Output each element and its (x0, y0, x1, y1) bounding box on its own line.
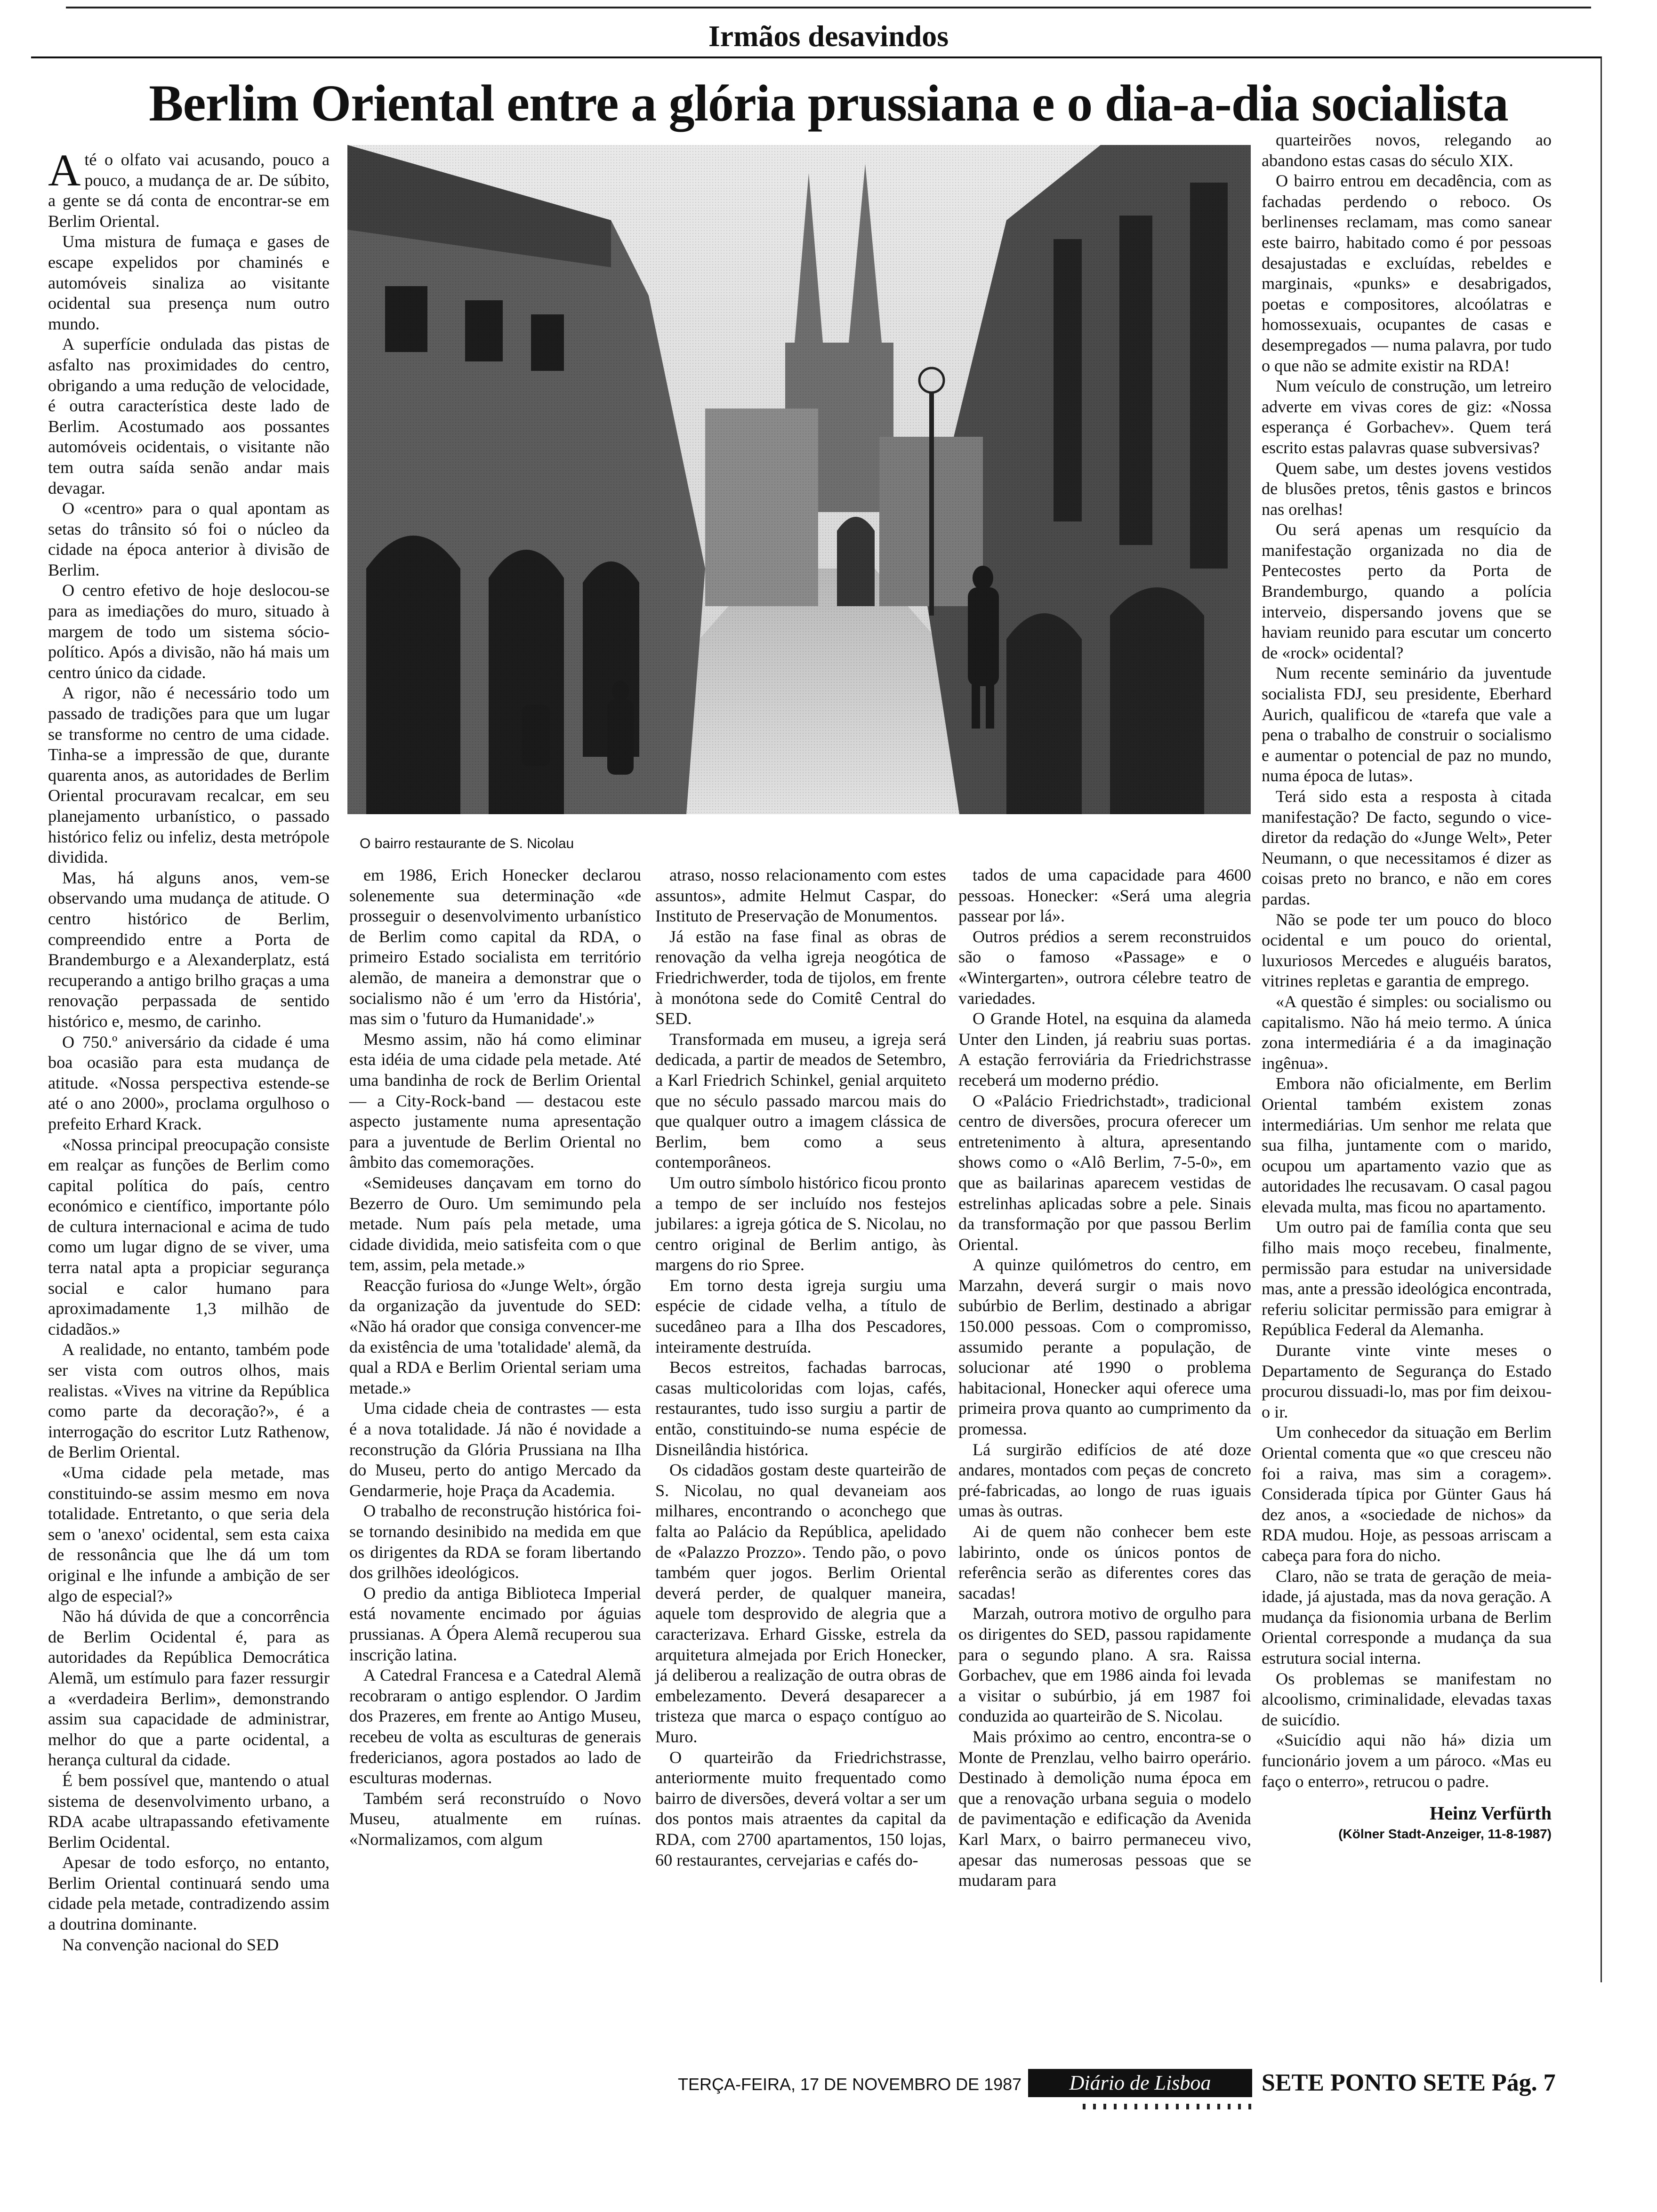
paragraph-text: O bairro entrou em decadência, com as fachadas perdendo o reboco. Os berlinenses reclamam, mas como sanear este bairro, habitado como é por pessoas desajustadas e excluídas, rebeldes e marginais, «punks» e desabrigados, poetas e compositores, alcoólatras e homossexuais, ocupantes de casas e desempregados — numa palavra, por tudo o que não se admite existir na RDA! (1262, 171, 1552, 375)
paragraph-text: Um outro pai de família conta que seu filho mais moço recebeu, finalmente, permissão para estudar na universidade mas, ante a pressão ideológica encontrada, referiu solicitar permissão para emigrar à República Federal da Alemanha. (1262, 1218, 1552, 1339)
paragraph-text: O «Palácio Friedrichstadt», tradicional centro de diversões, procura oferecer um entretenimento à altura, apresentando shows como o «Alô Berlim, 7-5-0», em que as bailarinas aparecem vestidas de estrelinhas aplicadas sobre a pele. Sinais da transformação por que passou Berlim Oriental. (958, 1091, 1251, 1254)
photo-s-nicolau (347, 145, 1251, 814)
paragraph-text: Não há dúvida de que a concorrência de Berlim Ocidental é, para as autoridades da República Democrática Alemã, um estímulo para fazer ressurgir a «verdadeira Berlim», demonstrando assim sua capacidade de administrar, melhor do que a parte ocidental, a herança cultural da cidade. (48, 1607, 330, 1770)
paragraph (48, 1032, 330, 1135)
footer-date: TERÇA-FEIRA, 17 DE NOVEMBRO DE 1987 (678, 2075, 1022, 2094)
paragraph (349, 1173, 641, 1275)
paragraph-text: Mesmo assim, não há como eliminar esta idéia de uma cidade pela metade. Até uma bandinha de rock de Berlim Oriental — a City-Rock-band — destacou este aspecto justamente numa apresentação para a juventude de Berlim Oriental no âmbito das comemorações. (349, 1029, 641, 1172)
paragraph (1262, 1217, 1552, 1340)
paragraph (349, 1398, 641, 1501)
paragraph-text: atraso, nosso relacionamento com estes assuntos», admite Helmut Caspar, do Instituto de Preservação de Monumentos. (655, 866, 946, 926)
street-photo-icon (347, 145, 1251, 814)
paragraph-text: Reacção furiosa do «Junge Welt», órgão da organização da juventude do SED: «Não há orador que consiga convencer-me da existência de uma 'totalidade' alemã, da qual a RDA e Berlim Oriental seriam uma metade.» (349, 1275, 641, 1397)
paragraph-text: A quinze quilómetros do centro, em Marzahn, deverá surgir o mais novo subúrbio de Berlim, destinado a abrigar 150.000 pessoas. Com o compromisso, assumido perante a população, de solucionar até 1990 o problema habitacional, Honecker aqui oferece uma primeira prova quanto ao cumprimento da promessa. (958, 1255, 1251, 1439)
paragraph (48, 580, 330, 683)
paragraph-text: Os cidadãos gostam deste quarteirão de S. Nicolau, no qual devaneiam aos milhares, encontrando o aconchego que falta ao Palácio da República, apelidado de «Palazzo Prozzo». Tendo pão, o povo também quer jogos. Berlim Oriental deverá perder, de qualquer maneira, aquele tom desprovido de alegria que a caracterizava. Erhard Gisske, estrela da arquitetura almejada por Erich Honecker, já deliberou a realização de outra obras de embelezamento. Deverá desaparecer a tristeza que marca o espaço contíguo ao Muro. (655, 1460, 946, 1746)
paragraph-text: Quem sabe, um destes jovens vestidos de blusões pretos, tênis gastos e brincos nas orelhas! (1262, 458, 1552, 519)
paragraph (1262, 910, 1552, 992)
paragraph (48, 683, 330, 867)
paragraph-text: «Uma cidade pela metade, mas constituindo-se assim mesmo em nova totalidade. Entretanto, o que seria dela sem o 'anexo' ocidental, sem esta caixa de ressonância que lhe dá um tom original e lhe infunde a ambição de ser algo de especial?» (48, 1463, 330, 1605)
paragraph-text: Uma cidade cheia de contrastes — esta é a nova totalidade. Já não é novidade a reconstrução da Glória Prussiana na Ilha do Museu, perto do antigo Mercado da Gendarmerie, hoje Praça da Academia. (349, 1399, 641, 1500)
paragraph-text: O predio da antiga Biblioteca Imperial está novamente encimado por águias prussianas. A Ópera Alemã recuperou sua inscrição latina. (349, 1583, 641, 1664)
paragraph-text: Apesar de todo esforço, no entanto, Berlim Oriental continuará sendo uma cidade pela metade, contradizendo assim a doutrina dominante. (48, 1853, 330, 1934)
source-credit: (Kölner Stadt-Anzeiger, 11-8-1987) (1338, 1826, 1552, 1841)
paragraph-text: «Suicídio aqui não há» dizia um funcionário jovem a um pároco. «Mas eu faço o enterro», retrucou o padre. (1262, 1731, 1552, 1791)
top-rule (66, 7, 1591, 8)
paragraph (958, 1255, 1251, 1439)
paragraph (1262, 458, 1552, 520)
paragraph-text: A rigor, não é necessário todo um passado de tradições para que um lugar se transforme no centro de uma cidade. Tinha-se a impressão de que, durante quarenta anos, as autoridades de Berlim Oriental procuravam recalcar, em seu planejamento urbanístico, o passado histórico feliz ou infeliz, desta metrópole dividida. (48, 683, 330, 867)
paragraph (349, 1583, 641, 1665)
paragraph (349, 1501, 641, 1583)
column-5 (1262, 130, 1552, 1844)
paragraph (1262, 1730, 1552, 1792)
paragraph-text: Mais próximo ao centro, encontra-se o Monte de Prenzlau, velho bairro operário. Destinado à demolição numa época em que a renovação urbana seguia o modelo de pavimentação e edificação da Avenida Karl Marx, o bairro permaneceu vivo, apesar das numerosas pessoas que se mudaram para (958, 1727, 1251, 1890)
column-1 (48, 145, 330, 1955)
paragraph-text: Não se pode ter um pouco do bloco ocidental e um pouco do oriental, luxuriosos Mercedes e aluguéis baratos, vitrines repletas e garantia de emprego. (1262, 910, 1552, 991)
paragraph (48, 1606, 330, 1771)
paragraph-text: É bem possível que, mantendo o atual sistema de desenvolvimento urbano, a RDA acabe ultrapassando efetivamente Berlim Ocidental. (48, 1771, 330, 1851)
paragraph (655, 1173, 946, 1275)
paragraph (655, 1357, 946, 1460)
paragraph-text: Lá surgirão edifícios de até doze andares, montados com peças de concreto pré-fabricadas, ao longo de ruas iguais umas às outras. (958, 1440, 1251, 1521)
paragraph (958, 1009, 1251, 1090)
paragraph-text: em 1986, Erich Honecker declarou solenemente sua determinação «de prosseguir o desenvolvimento urbanístico de Berlim como capital da RDA, o primeiro Estado socialista em território alemão, de maneira a demonstrar que o socialismo não é um 'erro da História', mas sim o 'futuro da Humanidade'.» (349, 866, 641, 1028)
paragraph-text: A superfície ondulada das pistas de asfalto nas proximidades do centro, obrigando a uma redução de velocidade, é outra característica deste lado de Berlim. Acostumado aos possantes automóveis ocidentais, o visitante não tem outra saída senão andar mais devagar. (48, 335, 330, 497)
photo-caption: O bairro restaurante de S. Nicolau (360, 836, 574, 851)
paragraph (1262, 992, 1552, 1074)
paragraph (48, 1852, 330, 1934)
paragraph (1262, 1669, 1552, 1731)
headline: Berlim Oriental entre a glória prussiana e o dia-a-dia socialista (149, 74, 1508, 132)
paragraph (349, 1275, 641, 1399)
paragraph-text: Outros prédios a serem reconstruidos são o famoso «Passage» e o «Wintergarten», outrora célebre teatro de variedades. (958, 927, 1251, 1008)
paragraph-text: Num veículo de construção, um letreiro adverte em vivas cores de giz: «Nossa esperança é Gorbachev». Quem terá escrito estas palavras quase subversivas? (1262, 377, 1552, 457)
paragraph-text: «Semideuses dançavam em torno do Bezerro de Ouro. Um semimundo pela metade. Num país pela metade, uma cidade dividida, meio satisfeita com o que tem, assim, pela metade.» (349, 1173, 641, 1274)
author-signature: Heinz Verfürth (1430, 1803, 1552, 1824)
column-4 (958, 865, 1251, 1891)
paragraph (48, 868, 330, 1032)
paragraph (958, 1440, 1251, 1522)
paragraph (349, 1788, 641, 1850)
paragraph (958, 865, 1251, 927)
paragraph (349, 865, 641, 1029)
paragraph (1262, 130, 1552, 171)
paragraph-text: Terá sido esta a resposta à citada manifestação? De facto, segundo o vice-diretor da redação do «Junge Welt», Peter Neumann, o que necessitamos é dizer as coisas preto no branco, e não em cores pardas. (1262, 787, 1552, 908)
paragraph-text: Os problemas se manifestam no alcoolismo, criminalidade, elevadas taxas de suicídio. (1262, 1669, 1552, 1729)
paragraph (1262, 376, 1552, 458)
paragraph-text: O 750.º aniversário da cidade é uma boa ocasião para esta mudança de atitude. «Nossa perspectiva estende-se até o ano 2000», proclama orgulhoso o prefeito Erhard Krack. (48, 1032, 330, 1133)
paragraph-text: Um outro símbolo histórico ficou pronto a tempo de ser incluído nos festejos jubilares: a igreja gótica de S. Nicolau, no centro original de Berlim antigo, às margens do rio Spree. (655, 1173, 946, 1274)
paragraph-text: té o olfato vai acusando, pouco a pouco, a mudança de ar. De súbito, a gente se dá conta de encontrar-se em Berlim Oriental. (48, 150, 330, 231)
paragraph-text: «Nossa principal preocupação consiste em realçar as funções de Berlim como capital política do país, centro económico e científico, importante pólo de cultura internacional e acima de tudo como um lugar digno de se viver, uma terra natal apta a propiciar segurança social e calor humano para aproximadamente 1,3 milhão de cidadãos.» (48, 1135, 330, 1338)
paragraph (655, 1275, 946, 1357)
paragraph (958, 927, 1251, 1009)
paragraph-text: O quarteirão da Friedrichstrasse, anteriormente muito frequentado como bairro de diversões, deverá voltar a ser um dos pontos mais atraentes da capital da RDA, com 2700 apartamentos, 150 lojas, 60 restaurantes, cervejarias e cafés do- (655, 1747, 946, 1869)
paragraph (655, 1747, 946, 1871)
drop-cap: A (48, 145, 81, 195)
paragraph-text: O trabalho de reconstrução histórica foi-se tornando desinibido na medida em que os dirigentes da RDA se foram libertando dos grilhões ideológicos. (349, 1501, 641, 1582)
paragraph-text: Ou será apenas um resquício da manifestação organizada no dia de Pentecostes perto da Porta de Brandemburgo, quando a polícia interveio, dispersando jovens que se haviam reunido para escutar um concerto de «rock» ocidental? (1262, 520, 1552, 662)
paragraph (48, 232, 330, 334)
paragraph (655, 927, 946, 1029)
paragraph-text: Também será reconstruído o Novo Museu, atualmente em ruínas. «Normalizamos, com algum (349, 1788, 641, 1849)
paragraph-text: quarteirões novos, relegando ao abandono estas casas do século XIX. (1262, 130, 1552, 170)
paragraph (48, 1135, 330, 1340)
paragraph-text: Becos estreitos, fachadas barrocas, casas multicoloridas com lojas, cafés, restaurantes, tudo isso surgiu a partir de então, constituindo-se numa espécie de Disneilândia histórica. (655, 1358, 946, 1459)
paragraph (48, 498, 330, 580)
column-2 (349, 865, 641, 1850)
paragraph (48, 1771, 330, 1852)
section-page: SETE PONTO SETE Pág. 7 (1262, 2069, 1556, 2096)
paragraph (655, 865, 946, 927)
paragraph-text: O centro efetivo de hoje deslocou-se para as imediações do muro, situado à margem de todo um sistema sócio-político. Após a divisão, não há mais um centro único da cidade. (48, 581, 330, 682)
paragraph (958, 1727, 1251, 1891)
paragraph (1262, 520, 1552, 663)
paragraph (1262, 786, 1552, 910)
paragraph-text: Embora não oficialmente, em Berlim Oriental também existem zonas intermediárias. Um senhor me relata que sua filha, juntamente com o marido, ocupou um apartamento vazio que as autoridades lhe recusavam. O casal pagou elevada multa, mas ficou no apartamento. (1262, 1074, 1552, 1216)
paragraph (1262, 1422, 1552, 1566)
paragraph-text: Ai de quem não conhecer bem este labirinto, onde os únicos pontos de referência serão as diferentes cores das sacadas! (958, 1522, 1251, 1603)
paragraph-text: Transformada em museu, a igreja será dedicada, a partir de meados de Setembro, a Karl Friedrich Schinkel, genial arquiteto que no século passado marcou mais do que qualquer outro a imagem clássica de Berlim, bem como a seus contemporâneos. (655, 1029, 946, 1172)
paragraph-text: O Grande Hotel, na esquina da alameda Unter den Linden, já reabriu suas portas. A estação ferroviária da Friedrichstrasse receberá um moderno prédio. (958, 1009, 1251, 1090)
kicker: Irmãos desavindos (708, 19, 949, 53)
paragraph (48, 1935, 330, 1956)
paragraph-text: Durante vinte vinte meses o Departamento de Segurança do Estado procurou dissuadi-lo, mas por fim deixou-o ir. (1262, 1341, 1552, 1421)
paragraph (1262, 663, 1552, 786)
paragraph-text: Mas, há alguns anos, vem-se observando uma mudança de atitude. O centro histórico de Berlim, compreendido entre a Porta de Brandemburgo e a Alexanderplatz, está recuperando a antigo brilho graças a uma renovação perpassada de sentido histórico e, mesmo, de carinho. (48, 868, 330, 1031)
paragraph (48, 145, 330, 232)
paragraph (958, 1522, 1251, 1603)
paragraph-text: «A questão é simples: ou socialismo ou capitalismo. Não há meio termo. A única zona intermediária é a da imaginação ingênua». (1262, 992, 1552, 1073)
paragraph-text: O «centro» para o qual apontam as setas do trânsito só foi o núcleo da cidade na época anterior à divisão de Berlim. (48, 499, 330, 579)
paragraph (958, 1603, 1251, 1727)
footer-dots (1083, 2104, 1252, 2109)
paragraph (349, 1029, 641, 1173)
column-3 (655, 865, 946, 1870)
paragraph-text: A realidade, no entanto, também pode ser vista com outros olhos, mais realistas. «Vives na vitrine da República como parte da decoração?», é a interrogação do escritor Lutz Rathenow, de Berlim Oriental. (48, 1340, 330, 1462)
paragraph-text: Em torno desta igreja surgiu uma espécie de cidade velha, a título de sucedâneo para a Ilha dos Pescadores, inteiramente destruída. (655, 1275, 946, 1356)
paragraph (48, 1339, 330, 1463)
paragraph-text: Num recente seminário da juventude socialista FDJ, seu presidente, Eberhard Aurich, qualificou de «tarefa que vale a pena o trabalho de construir o socialismo e aumentar o potencial de paz no mundo, numa época de lutas». (1262, 664, 1552, 785)
paragraph (655, 1460, 946, 1747)
paragraph (1262, 171, 1552, 376)
paragraph-text: Uma mistura de fumaça e gases de escape expelidos por chaminés e automóveis sinaliza ao visitante ocidental sua presença num outro mundo. (48, 232, 330, 333)
paragraph-text: Um conhecedor da situação em Berlim Oriental comenta que «o que cresceu não foi a raiva, mas sim a coragem». Considerada típica por Günter Gaus há dez anos, a «sociedade de nichos» da RDA mudou. Hoje, as pessoas arriscam a cabeça para fora do nicho. (1262, 1423, 1552, 1565)
paragraph-text: Na convenção nacional do SED (62, 1935, 279, 1954)
paragraph-text: tados de uma capacidade para 4600 pessoas. Honecker: «Será uma alegria passear por lá». (958, 866, 1251, 926)
paragraph (655, 1029, 946, 1173)
paragraph (958, 1091, 1251, 1255)
paragraph-text: Já estão na fase final as obras de renovação da velha igreja neogótica de Friedrichwerder, toda de tijolos, em frente à monótona sede do Comitê Central do SED. (655, 927, 946, 1028)
paragraph-text: Claro, não se trata de geração de meia-idade, já ajustada, mas da nova geração. A mudança da fisionomia urbana de Berlim Oriental corresponde a mudança da sua estrutura social interna. (1262, 1566, 1552, 1667)
paragraph (48, 1463, 330, 1606)
paragraph-text: A Catedral Francesa e a Catedral Alemã recobraram o antigo esplendor. O Jardim dos Prazeres, em frente ao Antigo Museu, recebeu de volta as esculturas de generais fredericianos, agora postados ao lado de esculturas modernas. (349, 1666, 641, 1787)
paragraph-text: Marzah, outrora motivo de orgulho para os dirigentes do SED, passou rapidamente para o segundo plano. A sra. Raissa Gorbachev, que em 1986 ainda foi levada a visitar o subúrbio, já em 1987 foi conduzida ao quarteirão de S. Nicolau. (958, 1604, 1251, 1726)
paragraph (48, 334, 330, 498)
paragraph (1262, 1340, 1552, 1422)
paragraph (349, 1665, 641, 1788)
newspaper-logo: Diário de Lisboa (1028, 2069, 1252, 2097)
paragraph (1262, 1074, 1552, 1217)
paragraph (1262, 1566, 1552, 1669)
